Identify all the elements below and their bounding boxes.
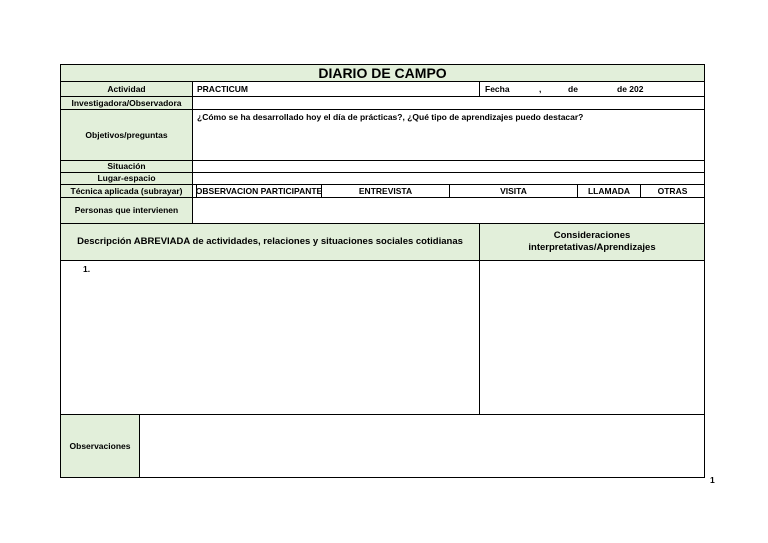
- label-situacion: Situación: [60, 160, 193, 173]
- label-personas: Personas que intervienen: [60, 197, 193, 224]
- fecha-comma: ,: [539, 84, 542, 94]
- label-lugar: Lugar-espacio: [60, 172, 193, 185]
- field-fecha[interactable]: [479, 81, 705, 97]
- tecnica-option-entrevista[interactable]: ENTREVISTA: [321, 184, 450, 198]
- label-observaciones: Observaciones: [60, 414, 140, 478]
- field-objetivos[interactable]: [192, 109, 705, 161]
- consideraciones-header: Consideraciones interpretativas/Aprendizajes: [479, 223, 705, 261]
- fecha-de: de: [568, 84, 578, 94]
- consideraciones-body[interactable]: [479, 260, 705, 415]
- title-text: DIARIO DE CAMPO: [318, 65, 447, 81]
- tecnica-option-visita[interactable]: VISITA: [449, 184, 578, 198]
- label-tecnica: Técnica aplicada (subrayar): [60, 184, 193, 198]
- label-actividad: Actividad: [60, 81, 193, 97]
- descripcion-header: Descripción ABREVIADA de actividades, relaciones y situaciones sociales cotidianas: [60, 223, 480, 261]
- fecha-label: Fecha: [485, 84, 510, 94]
- field-personas[interactable]: [192, 197, 705, 224]
- descripcion-item-1: 1.: [83, 264, 91, 274]
- descripcion-body[interactable]: [60, 260, 480, 415]
- tecnica-option-observacion[interactable]: OBSERVACION PARTICIPANTE: [196, 184, 322, 198]
- tecnica-option-otras[interactable]: OTRAS: [640, 184, 705, 198]
- tecnica-option-llamada[interactable]: LLAMADA: [577, 184, 641, 198]
- label-investigadora: Investigadora/Observadora: [60, 96, 193, 110]
- page-title: [60, 64, 705, 82]
- field-observaciones[interactable]: [139, 414, 705, 478]
- field-investigadora[interactable]: [192, 96, 705, 110]
- objetivos-text: ¿Cómo se ha desarrollado hoy el día de prácticas?, ¿Qué tipo de aprendizajes puedo destacar?: [197, 112, 584, 122]
- field-actividad[interactable]: PRACTICUM: [192, 81, 480, 97]
- fecha-de-202: de 202: [617, 84, 644, 94]
- page-number: 1: [710, 475, 715, 485]
- label-objetivos: Objetivos/preguntas: [60, 109, 193, 161]
